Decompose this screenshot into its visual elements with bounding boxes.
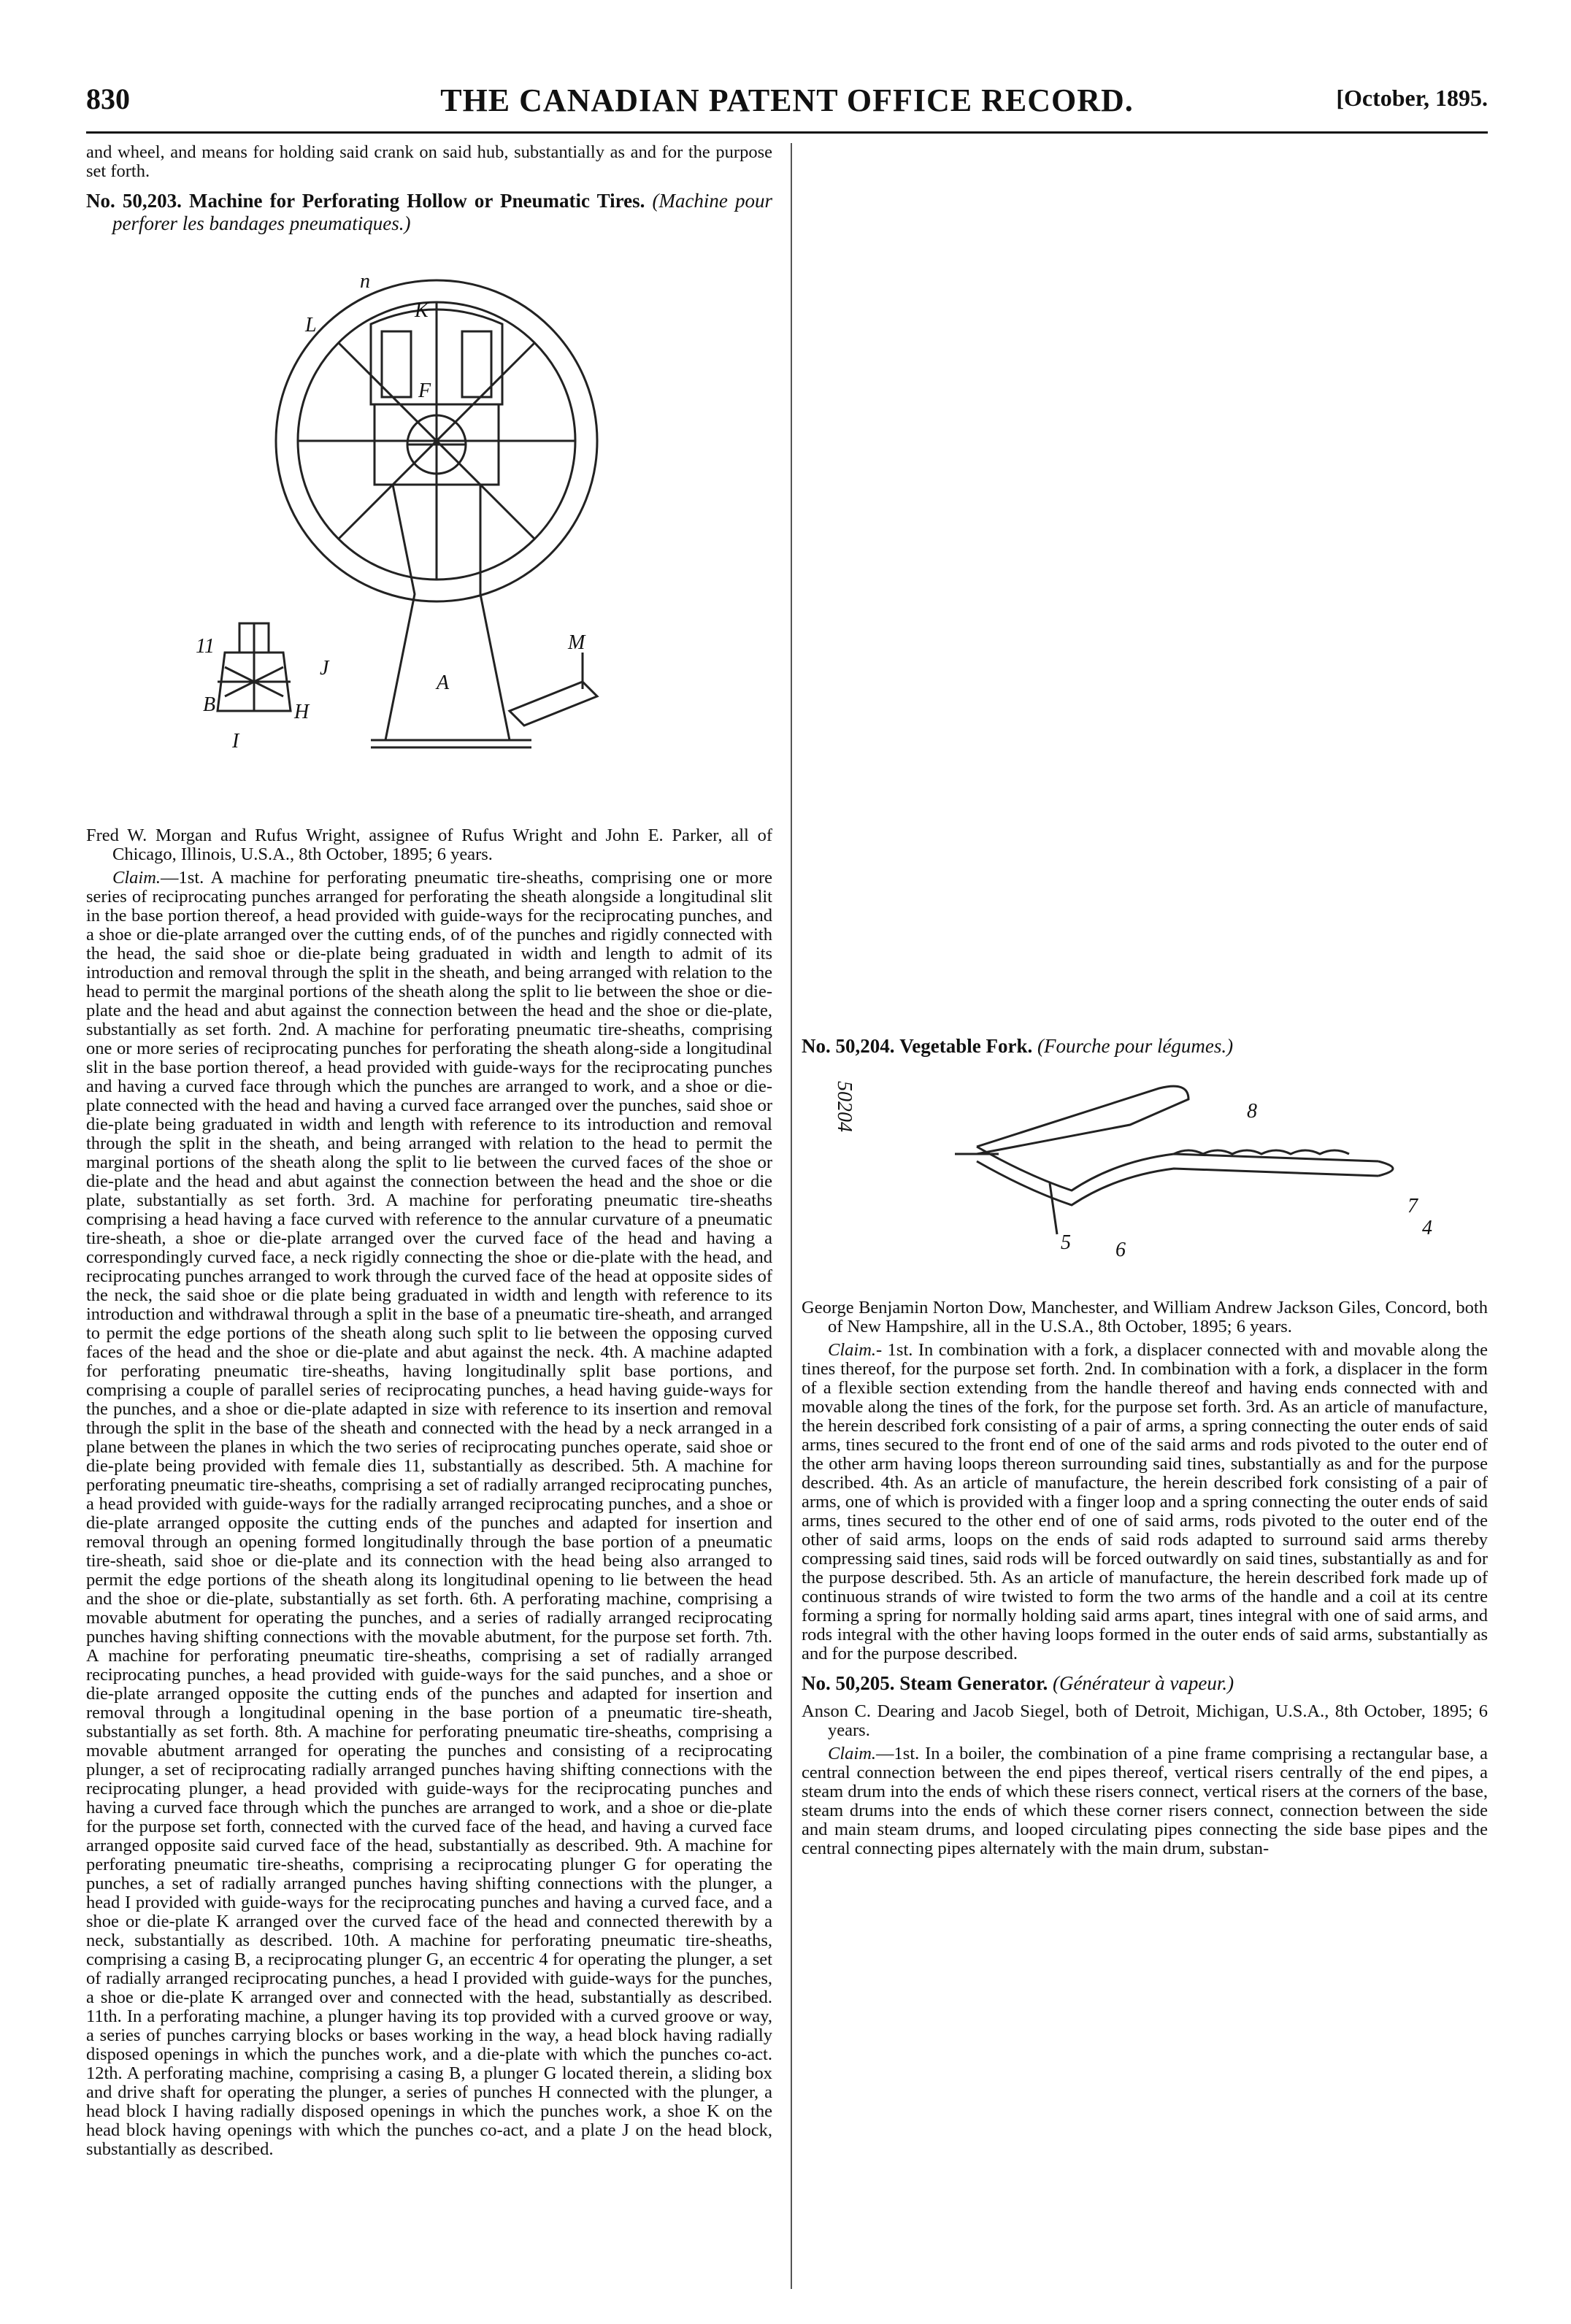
claim-label: Claim. — [828, 1744, 877, 1763]
patent-title: Machine for Perforating Hollow or Pneumatic Tires. — [189, 190, 645, 212]
fig-label-m: M — [568, 631, 585, 654]
fig-label-patent-number: 50204 — [833, 1081, 856, 1132]
patent-title-fr: (Générateur à vapeur.) — [1052, 1672, 1234, 1694]
patent-title-fr: (Fourche pour légumes.) — [1037, 1035, 1234, 1057]
tire-perforator-figure — [174, 244, 685, 813]
fig-label-i: I — [232, 730, 239, 753]
fig-label-4: 4 — [1422, 1217, 1432, 1239]
patent-title: Steam Generator. — [899, 1672, 1048, 1694]
claim-label: Claim. — [828, 1340, 877, 1360]
patent-title: Vegetable Fork. — [899, 1035, 1033, 1057]
inventors-50205: Anson C. Dearing and Jacob Siegel, both of Detroit, Michigan, U.S.A., 8th October, 1895; 6 years. — [802, 1701, 1488, 1740]
claim-continuation-area — [802, 143, 1488, 1026]
vegetable-fork-drawing — [809, 1066, 1480, 1285]
page-number: 830 — [86, 82, 130, 115]
header-rule — [86, 131, 1488, 134]
fig-label-b: B — [203, 693, 216, 716]
patent-heading-50205 — [802, 1672, 1488, 1695]
right-column-content — [802, 143, 1488, 1863]
page-header — [86, 82, 1488, 126]
claim-text: —1st. In a boiler, the combination of a pine frame comprising a rectangular base, a central connection between the end pipes thereof, vertical risers centrally of the end pipes, a steam drum into the ends of which these risers connect, vertical risers at the corners of the base, steam drums into the ends of which these corner risers connect, connection between the side and main steam drums, and looped circulating pipes connecting the side base pipes and the central connecting pipes alternately with the main drum, substan- — [802, 1744, 1488, 1858]
vegetable-fork-figure — [809, 1066, 1480, 1285]
inventors-50203: Fred W. Morgan and Rufus Wright, assignee of Rufus Wright and John E. Parker, all of Chicago, Illinois, U.S.A., 8th October, 1895; 6 years. — [86, 826, 772, 864]
fig-label-n: n — [360, 270, 370, 293]
patent-number: No. 50,205. — [802, 1672, 895, 1694]
tire-perforator-drawing — [174, 244, 685, 813]
fig-label-7: 7 — [1407, 1195, 1418, 1217]
fig-label-k: K — [415, 299, 429, 322]
fig-label-l: L — [305, 314, 317, 336]
claim-text: —1st. A machine for perforating pneumatic tire-sheaths, comprising one or more series of reciprocating punches arranged for perforating the sheath alongside a longitudinal slit in the base portion thereof, a head provided with guide-ways for the reciprocating punches, and a shoe or die-plate arranged over the cutting ends, of of the punches and rigidly connected with the head, the said shoe or die-plate being graduated in width and length to admit of its introduction and removal through the split in the sheath, and being arranged with relation to the head to permit the marginal portions of the sheath along the split to lie between the shoe or die-plate and the head and abut against the connection between the head and the shoe or die-plate, substantially as set forth. 2nd. A machine for perforating pneumatic tire-sheaths, comprising one or more series of reciprocating punches for perforating the sheath along-side a longitudinal slit in the base portion thereof, a head provided with guide-ways for the reciprocating punches and having a curved face through which the punches are arranged to work, and a shoe or die-plate connected with the head and having a curved face arranged over the punches, said shoe or die-plate being graduated in width and length with reference to its introduction and removal through the split in the sheath, and being arranged with relation to the head to permit the marginal portions of the sheath along the split to lie between the curved faces of the shoe or die-plate and the head and abut against the connection between the head and the shoe or die plate, substantially as set forth. 3rd. A machine for perforating pneumatic tire-sheaths comprising a head having a face curved with reference to the annular curvature of a pneumatic tire-sheath, a shoe or die-plate arranged over the curved face of the head and having a correspondingly curved face, a neck rigidly connecting the shoe or die-plate with the head, and reciprocating punches arranged to work through the curved face of the head at opposite sides of the neck, the said shoe or die plate being graduated in width and length with reference to its introduction and withdrawal through a split in the base of a pneumatic tire-sheath, and arranged to permit the edge portions of the sheath along such split to lie between the opposing curved faces of the head and the shoe or die-plate and abut against the neck. 4th. A machine adapted for perforating pneumatic tire-sheaths, having longitudinally split base portions, and comprising a couple of parallel series of reciprocating punches, a head having guide-ways for the punches, and a shoe or die-plate adapted in size with reference to its insertion and removal through the split in the base of the sheath and connected with the head by a neck arranged in a plane between the planes in which the two series of reciprocating punches operate, said shoe or die-plate being provided with female dies 11, substantially as described. 5th. A machine for perforating pneumatic tire-sheaths, comprising a set of radially arranged reciprocating punches, a head provided with guide-ways for the radially arranged reciprocating punches, and a shoe or die-plate arranged opposite the cutting ends of the punches and adapted for insertion and removal through an opening formed longitudinally through the base portion of a pneumatic tire-sheath, said shoe or die-plate and its connection with the head being also arranged to permit the edge portions of the sheath along its longitudinal opening to lie between the head and the shoe or die-plate, substantially as set forth. 6th. A perforating machine, comprising a movable abutment for operating the punches, and a series of radially arranged reciprocating punches having shifting connections with the movable abutment, for the purpose set forth. 7th. A machine for perforating pneumatic tire-sheaths, comprising a set of radially arranged reciprocating punches, a head provided with guide-ways for the said punches, and a shoe or die-plate arranged opposite the cutting ends of the punches and adapted for insertion and removal through a longitudinal opening in the base portion of a pneumatic tire-sheath, substantially as set forth. 8th. A machine for perforating pneumatic tire-sheaths, comprising a movable abutment arranged for operating the punches and consisting of a reciprocating plunger, a set of reciprocating radially arranged punches having shifting connections with the reciprocating plunger, a head provided with guide-ways for the reciprocating punches and having a curved face through which the punches are arranged to work, and a shoe or die-plate for the purpose set forth, connected with the curved face of the head, and having a curved face arranged opposite said curved face of the head, substantially as described. 9th. A machine for perforating pneumatic tire-sheaths, comprising a reciprocating plunger G for operating the punches, a set of radially arranged punches having shifting connections with the plunger, a head I provided with guide-ways for the reciprocating punches and having a curved face, and a shoe or die-plate K arranged over the curved face of the head and connected therewith by a neck, substantially as described. 10th. A machine for perforating pneumatic tire-sheaths, comprising a casing B, a reciprocating plunger G, an eccentric 4 for operating the plunger, a set of radially arranged reciprocating punches, a head I provided with guide-ways for the punches, a shoe or die-plate K arranged over and connected with the head, substantially as described. 11th. In a perforating machine, a plunger having its top provided with a curved groove or way, a series of punches carrying blocks or bases working in the way, a head block having radially disposed openings in which the punches work, and a die-plate with which the punches co-act. 12th. A perforating machine, comprising a casing B, a plunger G located therein, a sliding box and drive shaft for operating the plunger, a series of punches H connected with the plunger, a head block I having radially disposed openings in which the punches work, a shoe K on the head block having openings with which the punches co-act, and a plate J on the head block, substantially as described. — [86, 868, 772, 2159]
fig-label-h: H — [294, 701, 310, 723]
fig-label-11: 11 — [196, 635, 215, 658]
column-divider — [791, 143, 792, 2289]
fig-label-5: 5 — [1061, 1231, 1071, 1254]
fig-label-f: F — [418, 380, 431, 402]
fig-label-8: 8 — [1247, 1100, 1257, 1123]
patent-number: No. 50,203. — [86, 190, 182, 212]
patent-heading-50203 — [86, 190, 772, 235]
claims-50203 — [86, 869, 772, 2159]
patent-title-fr: (Machine pour perforer les bandages pneumatiques.) — [112, 190, 773, 234]
inventors-50204: George Benjamin Norton Dow, Manchester, and William Andrew Jackson Giles, Concord, both of New Hampshire, all in the U.S.A., 8th October, 1895; 6 years. — [802, 1298, 1488, 1336]
claims-50204 — [802, 1341, 1488, 1663]
journal-title: THE CANADIAN PATENT OFFICE RECORD. — [440, 82, 1134, 118]
claim-label: Claim. — [112, 868, 161, 888]
left-column — [86, 143, 772, 2163]
fig-label-6: 6 — [1115, 1239, 1126, 1261]
continuation-text: and wheel, and means for holding said crank on said hub, substantially as and for the purpose set forth. — [86, 142, 772, 181]
fig-label-j: J — [320, 657, 329, 680]
fig-label-a: A — [437, 672, 450, 694]
patent-heading-50204 — [802, 1035, 1488, 1058]
claims-50205 — [802, 1744, 1488, 1858]
patent-number: No. 50,204. — [802, 1035, 895, 1057]
claim-text: - 1st. In combination with a fork, a displacer connected with and movable along the tines thereof, for the purpose set forth. 2nd. In combination with a fork, a displacer in the form of a flexible section extending from the handle thereof and having ends connected with and movable along the tines of the fork, for the purpose set forth. 3rd. As an article of manufacture, the herein described fork consisting of a pair of arms, a spring connecting the outer ends of said arms, tines secured to the front end of one of the said arms and rods pivoted to the outer end of the other arm having loops thereon surrounding said tines, substantially as and for the purpose described. 4th. As an article of manufacture, the herein described fork consisting of a pair of arms, one of which is provided with a finger loop and a spring connecting the outer ends of said arms, tines secured to the other end of one of said arms, rods pivoted to the outer end of the other of said arms, loops on the ends of said rods adapted to surround said arms thereby compressing said tines, said rods will be forced outwardly on said tines, substantially as and for the purpose described. 5th. As an article of manufacture, the herein described fork made up of continuous strands of wire twisted to form the two arms of the handle and a coil at its centre forming a spring for normally holding said arms apart, tines integral with one of said arms, and rods integral with the other having loops formed in the outer ends of said arms, substantially as and for the purpose described. — [802, 1340, 1488, 1663]
issue-date: [October, 1895. — [1336, 85, 1488, 111]
